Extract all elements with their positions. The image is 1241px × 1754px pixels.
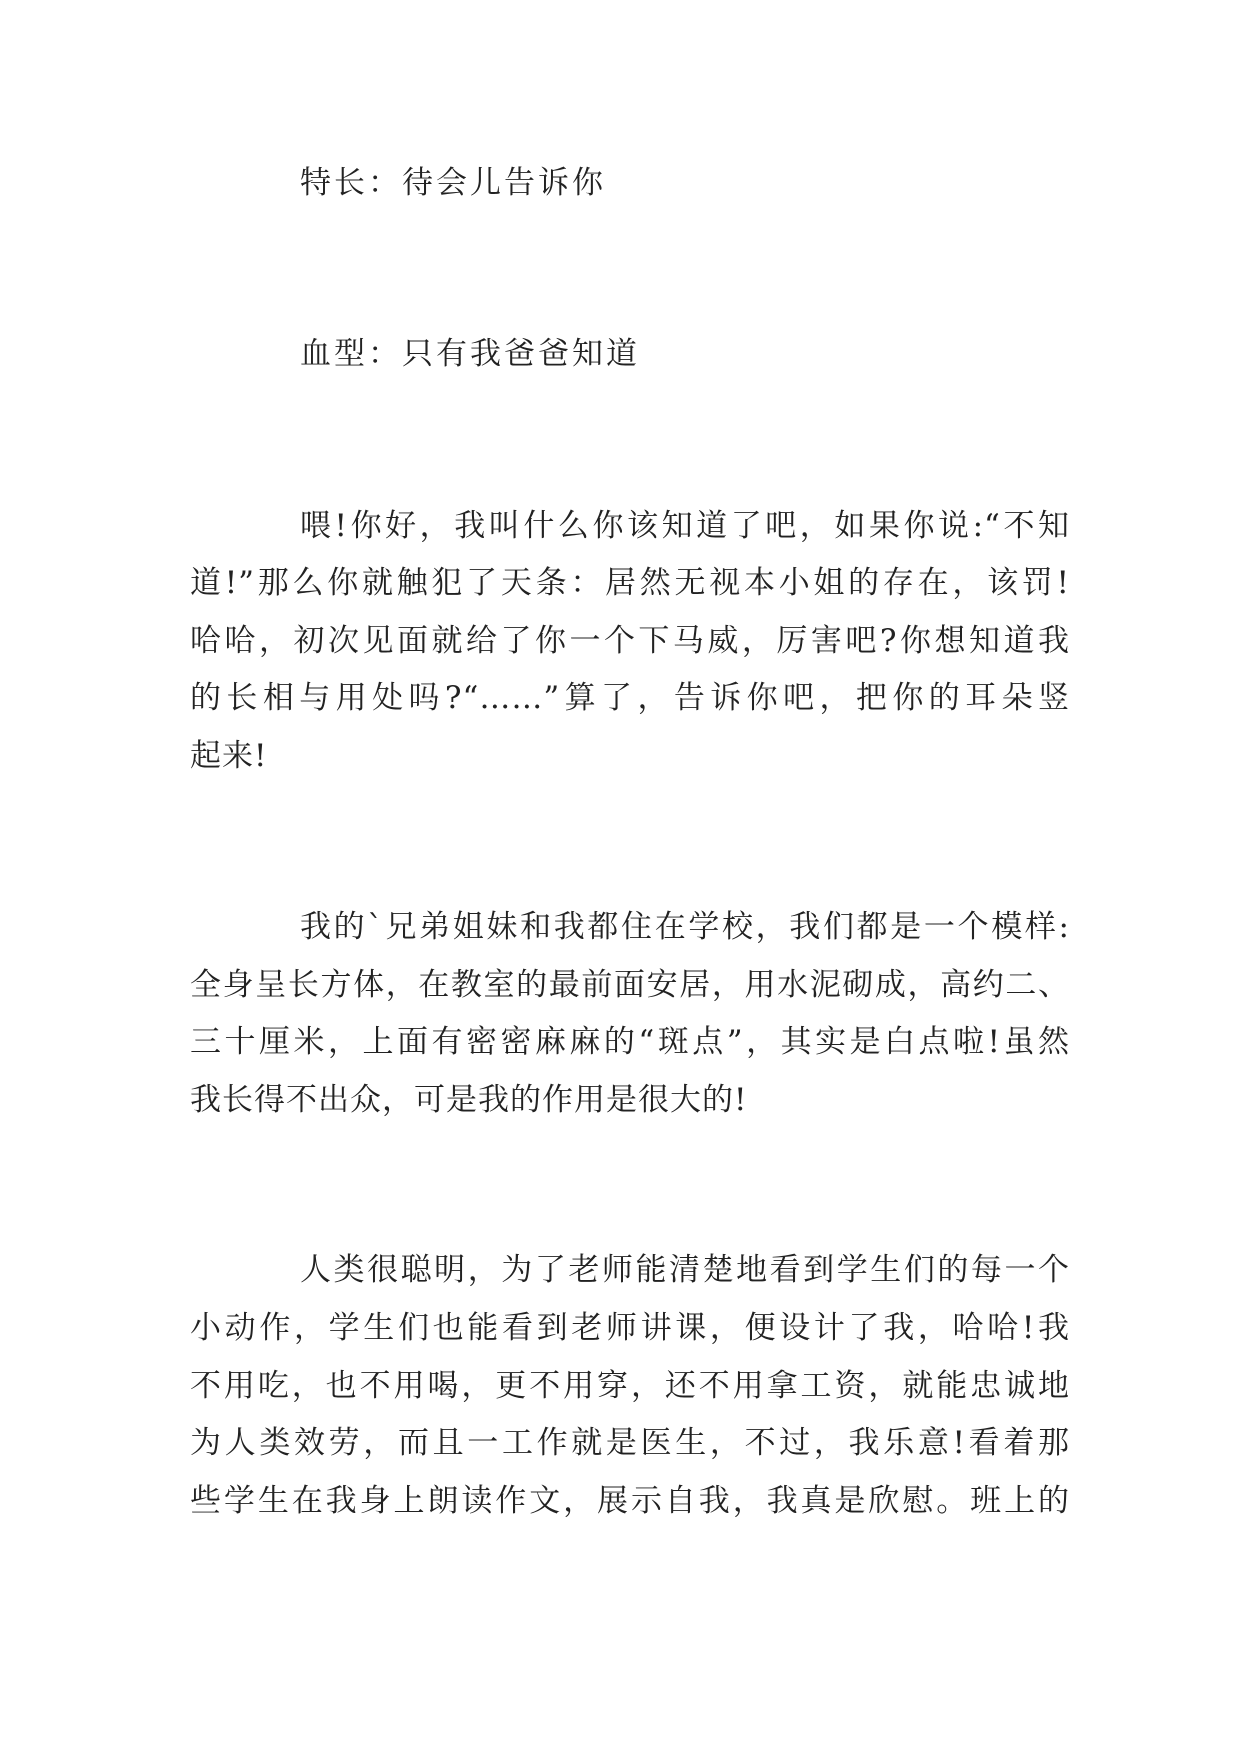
paragraph-3-line-2: 小动作，学生们也能看到老师讲课，便设计了我，哈哈!我 xyxy=(190,1310,1070,1346)
blood-type-line: 血型：只有我爸爸知道 xyxy=(300,336,640,372)
paragraph-2-line-4: 我长得不出众，可是我的作用是很大的! xyxy=(190,1082,748,1118)
paragraph-2-line-2: 全身呈长方体，在教室的最前面安居，用水泥砌成，高约二、 xyxy=(190,967,1070,1003)
specialty-line: 特长：待会儿告诉你 xyxy=(300,165,606,201)
paragraph-1-line-5: 起来! xyxy=(190,738,268,774)
paragraph-2-line-1: 我的`兄弟姐妹和我都住在学校，我们都是一个模样: xyxy=(300,909,1070,945)
paragraph-3-line-5: 些学生在我身上朗读作文，展示自我，我真是欣慰。班上的 xyxy=(190,1483,1070,1519)
paragraph-1-line-3: 哈哈，初次见面就给了你一个下马威，厉害吧?你想知道我 xyxy=(190,623,1070,659)
paragraph-1-line-4: 的长相与用处吗?“……”算了，告诉你吧，把你的耳朵竖 xyxy=(190,680,1070,716)
paragraph-3-line-1: 人类很聪明，为了老师能清楚地看到学生们的每一个 xyxy=(300,1252,1070,1288)
paragraph-3-line-3: 不用吃，也不用喝，更不用穿，还不用拿工资，就能忠诚地 xyxy=(190,1368,1070,1404)
paragraph-1-line-1: 喂!你好，我叫什么你该知道了吧，如果你说:“不知 xyxy=(300,508,1070,544)
paragraph-2-line-3: 三十厘米，上面有密密麻麻的“斑点”，其实是白点啦!虽然 xyxy=(190,1024,1070,1060)
paragraph-1-line-2: 道!”那么你就触犯了天条：居然无视本小姐的存在，该罚! xyxy=(190,565,1070,601)
paragraph-3-line-4: 为人类效劳，而且一工作就是医生，不过，我乐意!看着那 xyxy=(190,1425,1070,1461)
